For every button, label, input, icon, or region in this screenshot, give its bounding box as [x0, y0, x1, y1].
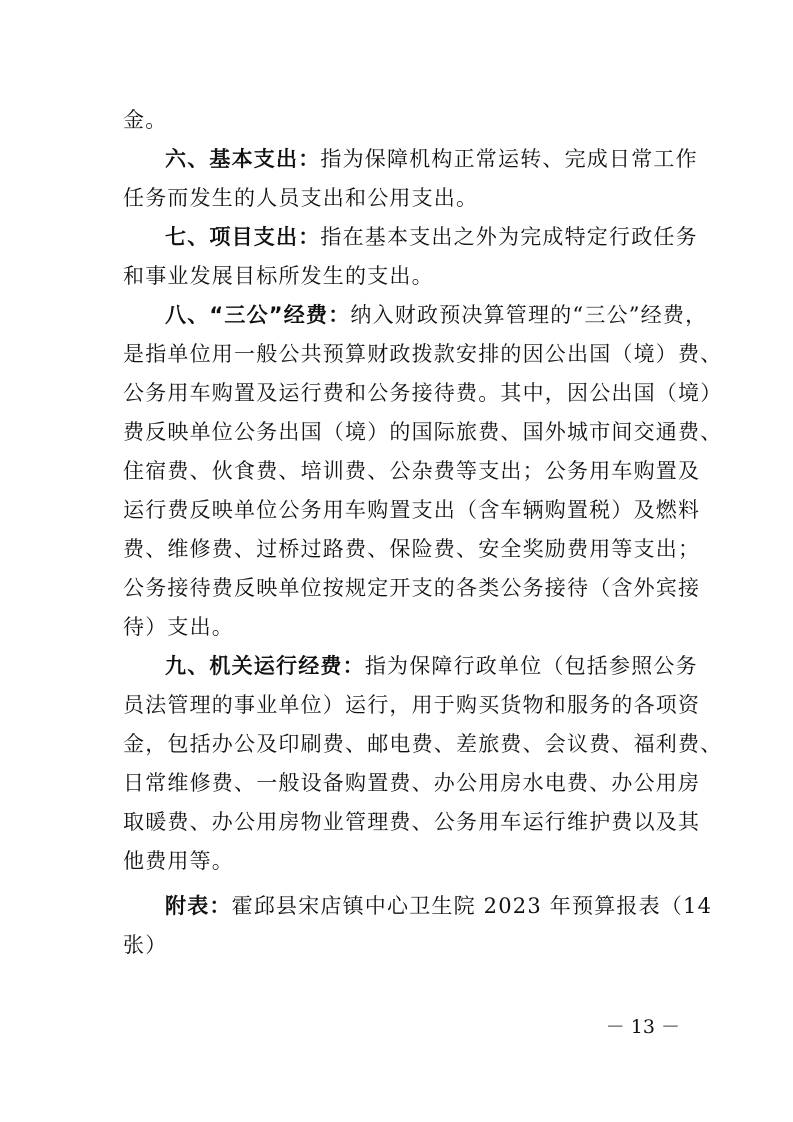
text-line: 费反映单位公务出国（境）的国际旅费、国外城市间交通费、	[123, 420, 723, 444]
text-line: 运行费反映单位公务用车购置支出（含车辆购置税）及燃料	[123, 498, 701, 522]
text-line: 金，包括办公及印刷费、邮电费、差旅费、会议费、福利费、	[123, 732, 723, 756]
heading-three-public-expenses: 八、“三公”经费：	[165, 303, 351, 327]
text-line: 张）	[123, 933, 168, 957]
text-line: 取暖费、办公用房物业管理费、公务用车运行维护费以及其	[123, 810, 701, 834]
paragraph-basic-expenditure	[165, 139, 698, 179]
text-line: 指为保障机构正常运转、完成日常工作	[320, 147, 698, 171]
appendix-paragraph	[165, 886, 713, 926]
page-number: － 13 －	[605, 1016, 680, 1038]
text-line: 是指单位用一般公共预算财政拨款安排的因公出国（境）费、	[123, 342, 723, 366]
heading-project-expenditure: 七、项目支出：	[165, 225, 321, 249]
text-line: 公务接待费反映单位按规定开支的各类公务接待（含外宾接	[123, 576, 701, 600]
heading-agency-operating-expenses: 九、机关运行经费：	[165, 654, 365, 678]
heading-appendix: 附表：	[165, 894, 232, 918]
text-line: 金。	[123, 108, 168, 132]
text-line: 和事业发展目标所发生的支出。	[123, 264, 434, 288]
text-line: 待）支出。	[123, 615, 234, 639]
text-line: 住宿费、伙食费、培训费、公杂费等支出；公务用车购置及	[123, 459, 701, 483]
text-line: 费、维修费、过桥过路费、保险费、安全奖励费用等支出；	[123, 537, 701, 561]
text-line: 任务而发生的人员支出和公用支出。	[123, 186, 479, 210]
text-line: 指在基本支出之外为完成特定行政任务	[320, 225, 698, 249]
paragraph-three-public-expenses	[165, 295, 708, 335]
paragraph-project-expenditure	[165, 217, 698, 257]
heading-basic-expenditure: 六、基本支出：	[165, 147, 321, 171]
text-line: 指为保障行政单位（包括参照公务	[364, 654, 698, 678]
paragraph-agency-operating-expenses	[165, 646, 698, 686]
text-line: 公务用车购置及运行费和公务接待费。其中，因公出国（境）	[123, 381, 723, 405]
text-line: 日常维修费、一般设备购置费、办公用房水电费、办公用房	[123, 771, 701, 795]
text-line: 纳入财政预决算管理的“三公”经费，	[350, 303, 708, 327]
text-line: 员法管理的事业单位）运行，用于购买货物和服务的各项资	[123, 693, 701, 717]
text-line: 他费用等。	[123, 849, 234, 873]
text-line: 霍邱县宋店镇中心卫生院 2023 年预算报表（14	[231, 894, 713, 918]
